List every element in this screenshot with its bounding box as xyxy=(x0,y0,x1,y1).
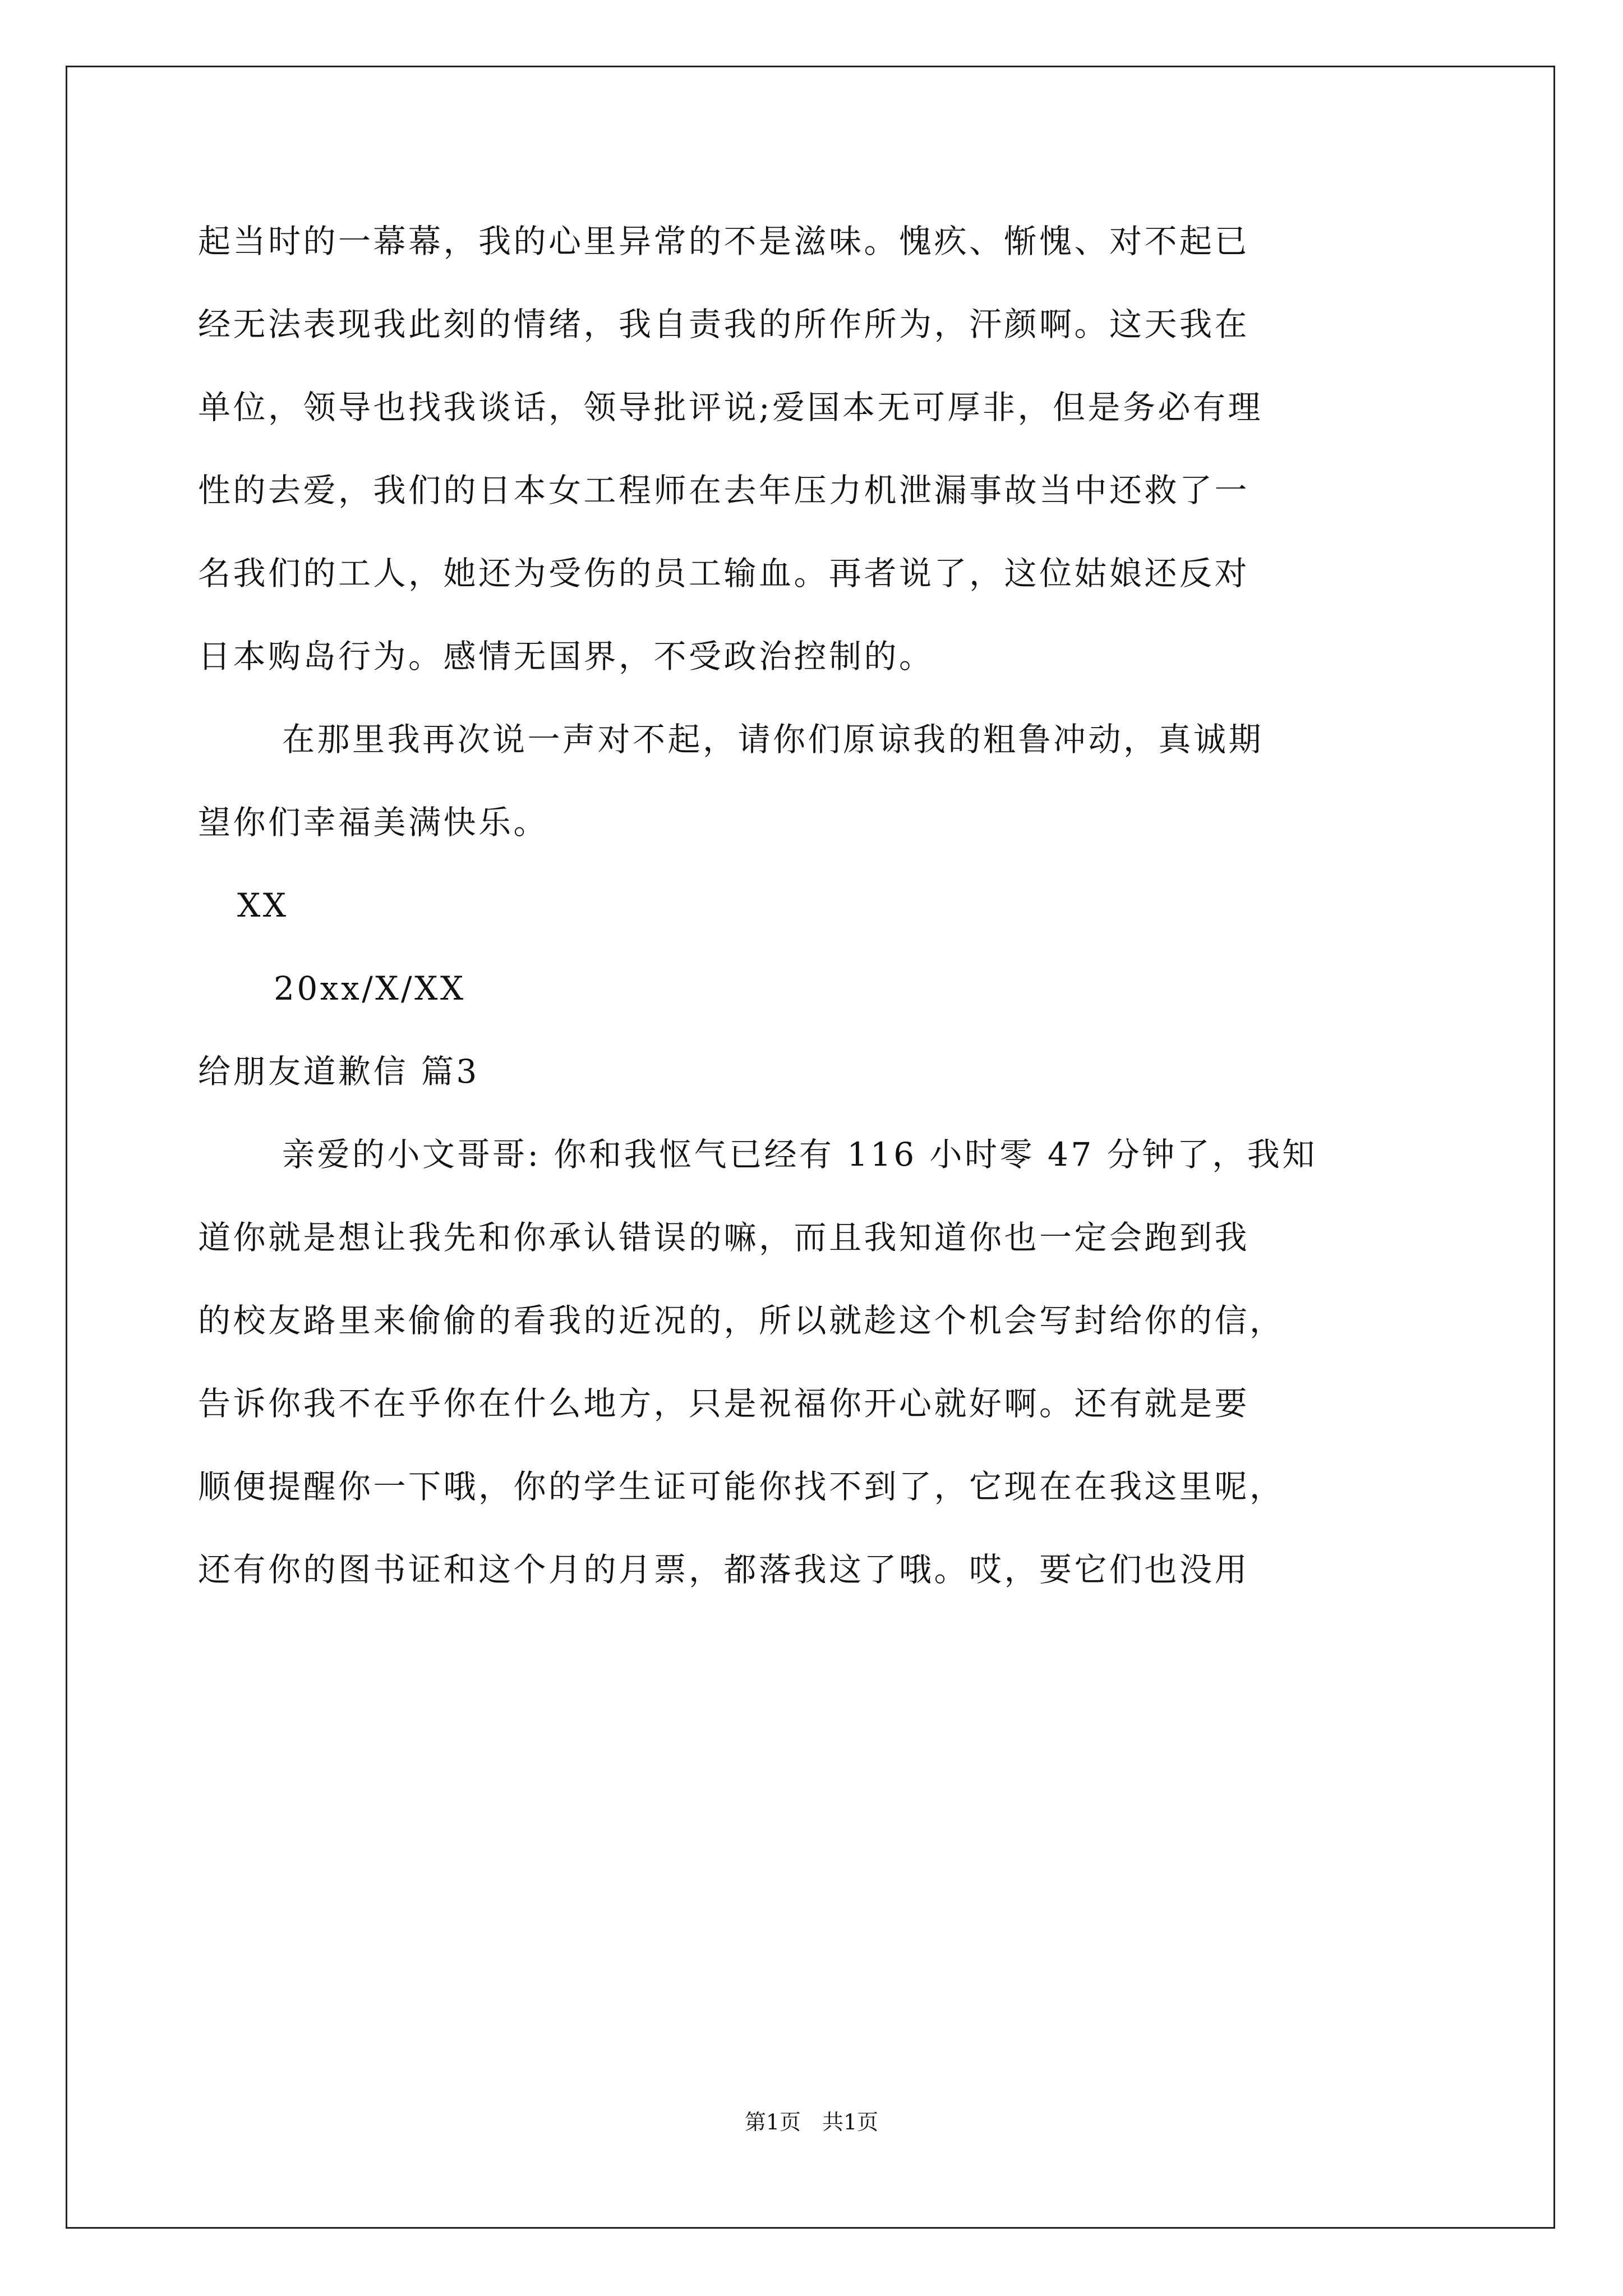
paragraph-line: 亲爱的小文哥哥: 你和我怄气已经有 116 小时零 47 分钟了，我知 xyxy=(282,1135,1317,1174)
signature-name: XX xyxy=(237,886,289,924)
paragraph-line: 性的去爱，我们的日本女工程师在去年压力机泄漏事故当中还救了一 xyxy=(198,471,1250,509)
paragraph-line: 顺便提醒你一下哦，你的学生证可能你找不到了，它现在在我这里呢， xyxy=(198,1467,1285,1506)
page-footer: 第1页 共1页 xyxy=(744,2110,879,2134)
section-heading: 给朋友道歉信 篇3 xyxy=(198,1052,479,1091)
paragraph-line: 日本购岛行为。感情无国界，不受政治控制的。 xyxy=(198,637,934,675)
paragraph-line: 的校友路里来偷偷的看我的近况的，所以就趁这个机会写封给你的信， xyxy=(198,1301,1285,1340)
paragraph-line: 起当时的一幕幕，我的心里异常的不是滋味。愧疚、惭愧、对不起已 xyxy=(198,222,1250,260)
paragraph-line: 名我们的工人，她还为受伤的员工输血。再者说了，这位姑娘还反对 xyxy=(198,554,1250,592)
paragraph-line: 在那里我再次说一声对不起，请你们原谅我的粗鲁冲动，真诚期 xyxy=(282,720,1264,758)
paragraph-line: 望你们幸福美满快乐。 xyxy=(198,803,549,841)
paragraph-line: 单位，领导也找我谈话，领导批评说;爱国本无可厚非，但是务必有理 xyxy=(198,388,1264,426)
paragraph-line: 道你就是想让我先和你承认错误的嘛，而且我知道你也一定会跑到我 xyxy=(198,1218,1250,1257)
signature-date: 20xx/X/XX xyxy=(274,969,466,1007)
paragraph-line: 还有你的图书证和这个月的月票，都落我这了哦。哎，要它们也没用 xyxy=(198,1550,1250,1589)
paragraph-line: 告诉你我不在乎你在什么地方，只是祝福你开心就好啊。还有就是要 xyxy=(198,1384,1250,1423)
paragraph-line: 经无法表现我此刻的情绪，我自责我的所作所为，汗颜啊。这天我在 xyxy=(198,305,1250,343)
